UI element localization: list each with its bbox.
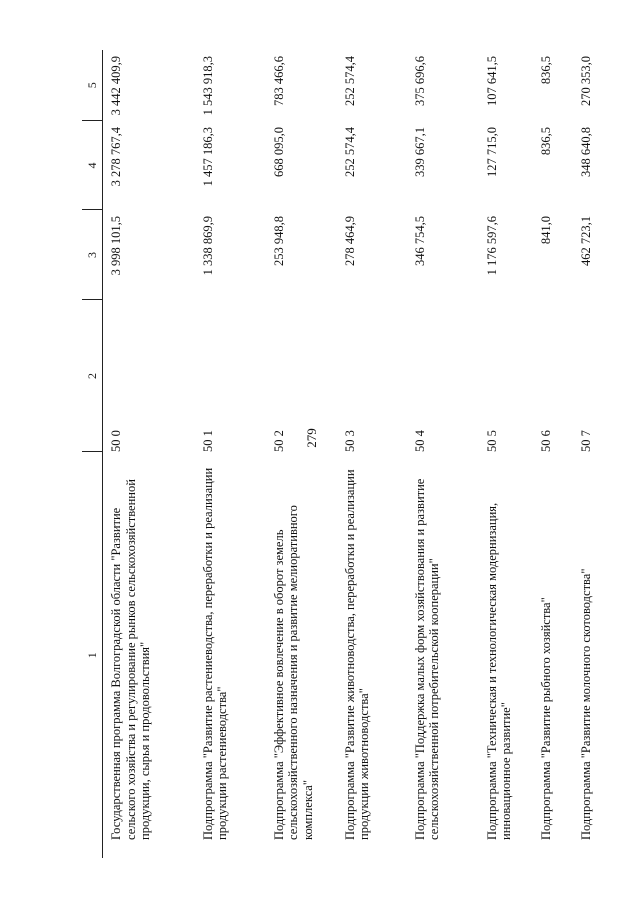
program-name: Подпрограмма "Развитие растениеводства, переработки и реализации продукции растениеводства" xyxy=(200,467,229,840)
amount-col-3: 1 338 869,9 xyxy=(200,216,215,276)
amount-col-5: 1 543 918,3 xyxy=(200,56,215,116)
table-row xyxy=(407,50,479,858)
rotated-page-content xyxy=(82,50,592,858)
amount-col-4: 3 278 767,4 xyxy=(109,127,123,187)
table-row xyxy=(573,50,603,858)
program-name: Подпрограмма "Развитие рыбного хозяйства" xyxy=(538,597,553,840)
amount-col-3: 841,0 xyxy=(538,216,553,245)
table-row xyxy=(103,50,195,858)
program-code: 50 3 xyxy=(342,430,357,452)
header-col-1: 1 xyxy=(82,452,103,858)
budget-table xyxy=(82,50,603,858)
program-code: 50 1 xyxy=(200,430,215,452)
table-row xyxy=(266,50,337,858)
amount-col-3: 462 723,1 xyxy=(578,216,593,266)
amount-col-4: 252 574,4 xyxy=(342,127,357,177)
amount-col-4: 1 457 186,3 xyxy=(200,127,215,187)
page-number: 279 xyxy=(304,428,319,448)
amount-col-3: 3 998 101,5 xyxy=(109,216,123,276)
program-code: 50 0 xyxy=(109,430,123,452)
amount-col-4: 836,5 xyxy=(538,127,553,156)
table-row xyxy=(479,50,533,858)
amount-col-5: 375 696,6 xyxy=(412,56,427,106)
amount-col-5: 783 466,6 xyxy=(271,56,286,106)
amount-col-5: 270 353,0 xyxy=(578,56,593,106)
program-name: Подпрограмма "Эффективное вовлечение в оборот земель сельскохозяйственного назначения и развитие мелиоративного комплекса" xyxy=(271,505,315,840)
table-row xyxy=(195,50,266,858)
program-code: 50 6 xyxy=(538,430,553,452)
amount-col-5: 836,5 xyxy=(538,56,553,85)
program-name: Подпрограмма "Развитие молочного скотоводства" xyxy=(578,568,593,840)
program-name: Подпрограмма "Техническая и технологическая модернизация, инновационное развитие" xyxy=(484,502,513,840)
amount-col-4: 127 715,0 xyxy=(484,127,499,177)
program-name: Подпрограмма "Развитие животноводства, переработки и реализации продукции животноводства" xyxy=(342,469,371,840)
amount-col-4: 668 095,0 xyxy=(271,127,286,177)
amount-col-3: 1 176 597,6 xyxy=(484,216,499,276)
header-col-2: 2 xyxy=(82,300,103,452)
amount-col-3: 278 464,9 xyxy=(342,216,357,266)
amount-col-5: 252 574,4 xyxy=(342,56,357,106)
header-col-4: 4 xyxy=(82,121,103,210)
amount-col-4: 348 640,8 xyxy=(578,127,593,177)
program-code: 50 4 xyxy=(412,430,427,452)
program-name: Государственная программа Волгоградской области "Развитие сельского хозяйства и регулирование рынков сельскохозяйственной продукции, сырья и продовольствия" xyxy=(109,479,152,840)
table-row xyxy=(337,50,407,858)
amount-col-3: 253 948,8 xyxy=(271,216,286,266)
program-code: 50 7 xyxy=(578,430,593,452)
amount-col-5: 3 442 409,9 xyxy=(109,56,123,116)
amount-col-3: 346 754,5 xyxy=(412,216,427,266)
amount-col-5: 107 641,5 xyxy=(484,56,499,106)
header-col-5: 5 xyxy=(82,50,103,121)
program-code: 50 2 xyxy=(271,430,286,452)
program-name: Подпрограмма "Поддержка малых форм хозяйствования и развитие сельскохозяйственной потребительской кооперации" xyxy=(412,478,441,840)
program-code: 50 5 xyxy=(484,430,499,452)
table-row xyxy=(533,50,573,858)
table-header-row xyxy=(82,50,103,858)
header-col-3: 3 xyxy=(82,210,103,300)
amount-col-4: 339 667,1 xyxy=(412,127,427,177)
